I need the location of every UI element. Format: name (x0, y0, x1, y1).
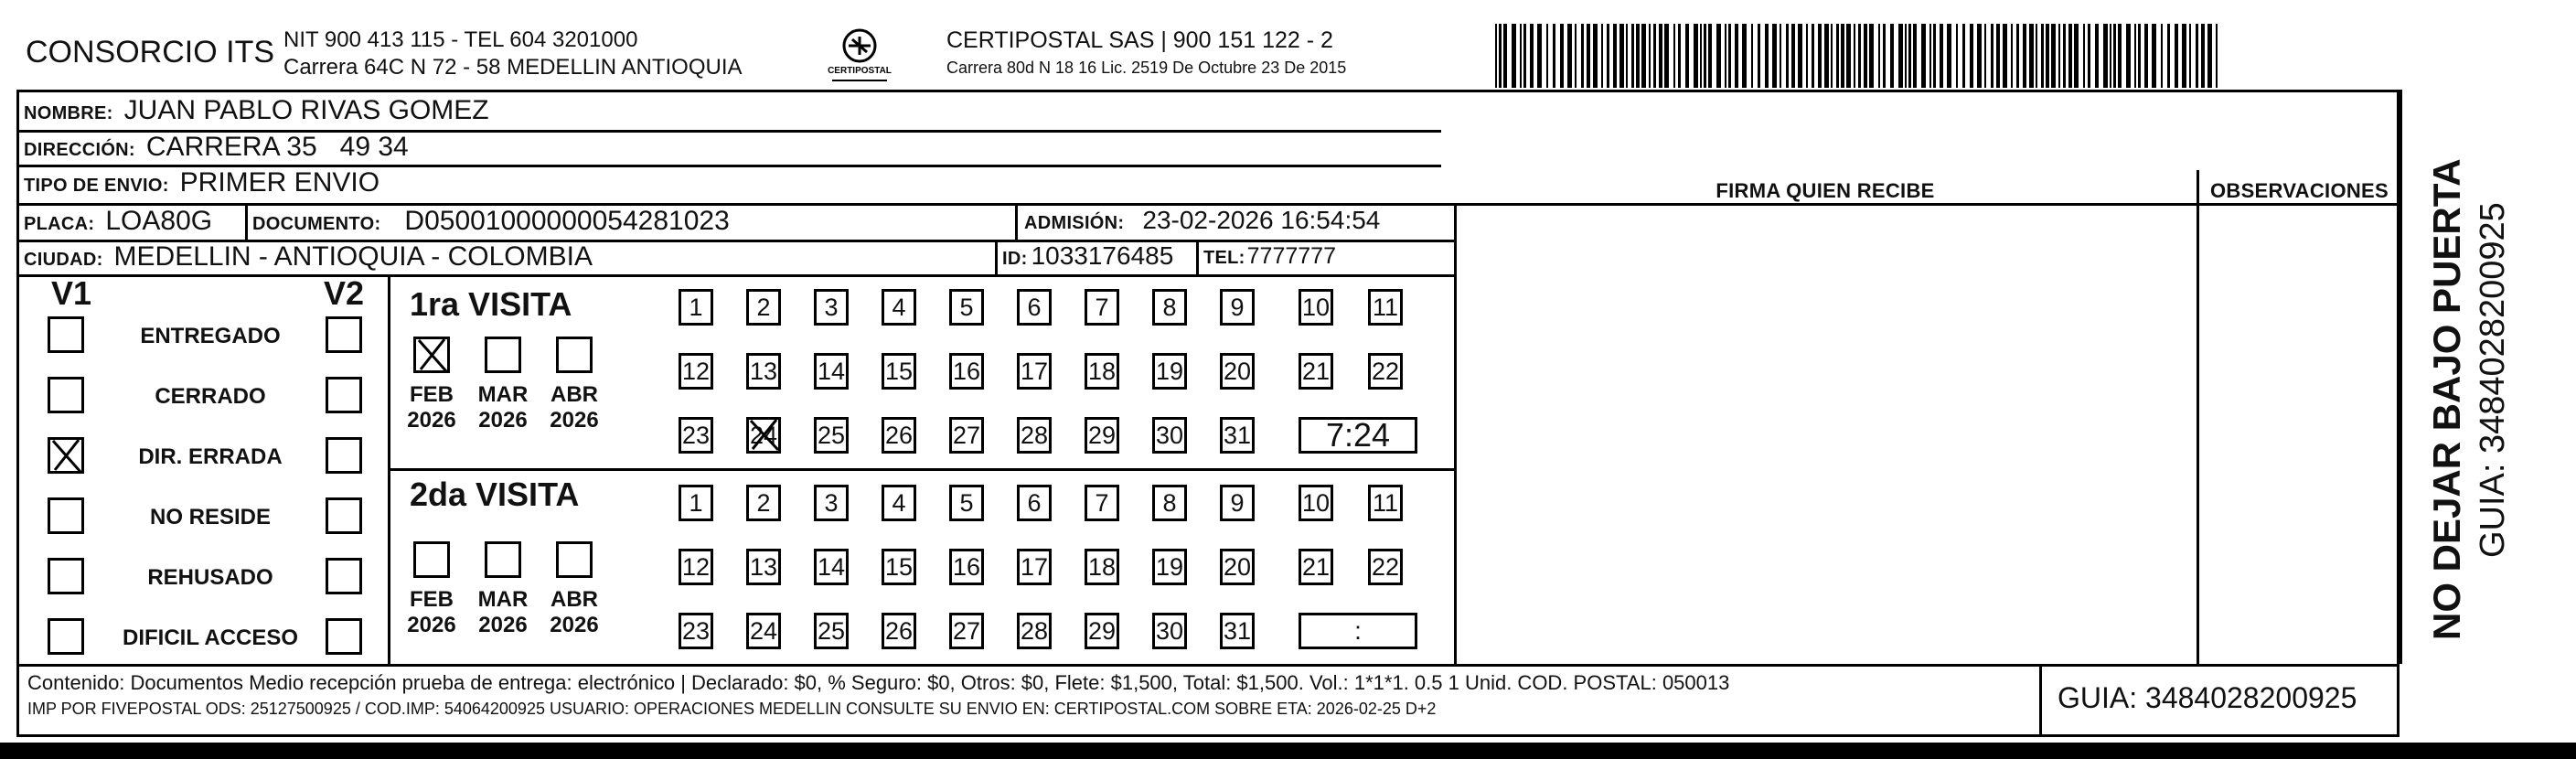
day-number: 1 (689, 293, 703, 321)
no-dejar-warning: NO DEJAR BAJO PUERTA (2425, 158, 2468, 640)
day-cell[interactable] (949, 549, 984, 585)
tipo-label: TIPO DE ENVIO: (24, 176, 169, 196)
day-number: 19 (1155, 552, 1184, 581)
day-number: 23 (681, 616, 711, 645)
day-cell[interactable] (679, 613, 713, 649)
month-name: FEB (410, 382, 454, 407)
day-cell[interactable] (1299, 485, 1333, 521)
day-cell[interactable] (1085, 485, 1119, 521)
day-number: 22 (1371, 357, 1400, 385)
month-checkbox[interactable] (413, 541, 450, 578)
day-cell[interactable] (1017, 613, 1052, 649)
cross-mark-icon (746, 417, 783, 454)
admision-value: 23-02-2026 16:54:54 (1142, 206, 1381, 234)
day-number: 7 (1095, 293, 1109, 321)
day-cell[interactable] (1152, 613, 1187, 649)
day-number: 12 (681, 357, 711, 385)
day-number: 10 (1301, 488, 1331, 517)
company-name: CONSORCIO ITS (26, 35, 275, 69)
certipostal-logo (818, 26, 901, 90)
day-cell[interactable] (882, 549, 916, 585)
status-label: NO RESIDE (149, 505, 272, 529)
tel-row (1203, 243, 1336, 270)
day-cell[interactable] (1085, 613, 1119, 649)
company-address: Carrera 64C N 72 - 58 MEDELLIN ANTIOQUIA (283, 55, 743, 80)
day-cell[interactable] (949, 353, 984, 390)
month-year: 2026 (478, 408, 528, 433)
time-field[interactable] (1299, 613, 1417, 649)
company-nit: NIT 900 413 115 - TEL 604 3201000 (283, 27, 638, 52)
day-cell[interactable] (1220, 417, 1255, 454)
day-cell[interactable] (1152, 353, 1187, 390)
admision-row (1024, 206, 1380, 235)
observaciones-label: OBSERVACIONES (2209, 179, 2389, 202)
v2-checkbox[interactable] (326, 377, 362, 413)
day-number: 22 (1371, 552, 1400, 581)
v1-label: V1 (51, 274, 92, 312)
footer-imp: IMP POR FIVEPOSTAL ODS: 25127500925 / COD.IMP: 54064200925 USUARIO: OPERACIONES MEDELLIN CONSULTE SU ENVIO EN: CERTIPOSTAL.COM SOBRE ETA: 2026-02-25 D+2 (27, 700, 1437, 718)
day-number: 28 (1020, 616, 1049, 645)
day-number: 14 (817, 357, 846, 385)
tipo-value: PRIMER ENVIO (179, 167, 380, 198)
month-name: ABR (550, 587, 598, 612)
day-cell[interactable] (679, 485, 713, 521)
month-year: 2026 (478, 613, 528, 637)
day-cell[interactable] (882, 485, 916, 521)
day-number: 23 (681, 421, 711, 449)
month-checkbox[interactable] (556, 337, 593, 373)
month-year: 2026 (550, 408, 599, 433)
day-cell[interactable] (1368, 485, 1403, 521)
v2-checkbox[interactable] (326, 437, 362, 474)
guia-vertical: GUIA: 3484028200925 (2474, 202, 2512, 558)
day-number: 30 (1155, 421, 1184, 449)
month-year: 2026 (407, 408, 456, 433)
nombre-label: NOMBRE: (24, 103, 113, 123)
svg-text:CERTIPOSTAL: CERTIPOSTAL (828, 66, 892, 76)
day-number: 9 (1230, 488, 1245, 517)
v1-checkbox[interactable] (48, 497, 84, 534)
day-cell[interactable] (1017, 485, 1052, 521)
day-number: 3 (824, 488, 839, 517)
second-visit-label: 2da VISITA (410, 476, 580, 513)
direccion-label: DIRECCIÓN: (24, 140, 135, 160)
day-number: 28 (1020, 421, 1049, 449)
day-cell[interactable] (949, 417, 984, 454)
day-cell[interactable] (1220, 485, 1255, 521)
day-cell[interactable] (882, 353, 916, 390)
v1-checkbox[interactable] (48, 558, 84, 594)
month-checkbox[interactable] (485, 337, 521, 373)
day-number: 10 (1301, 293, 1331, 321)
day-number: 8 (1162, 488, 1177, 517)
day-number: 29 (1087, 616, 1117, 645)
day-number: 20 (1223, 552, 1252, 581)
ciudad-label: CIUDAD: (24, 250, 103, 270)
v2-checkbox[interactable] (326, 497, 362, 534)
day-cell[interactable] (814, 289, 849, 326)
day-number: 4 (892, 488, 906, 517)
day-number: 13 (749, 552, 778, 581)
day-cell[interactable] (746, 549, 781, 585)
day-number: 2 (756, 293, 771, 321)
day-number: 3 (824, 293, 839, 321)
v2-checkbox[interactable] (326, 558, 362, 594)
id-value: 1033176485 (1031, 241, 1174, 270)
day-cell[interactable] (1017, 417, 1052, 454)
month-label (406, 382, 457, 433)
day-cell[interactable] (746, 353, 781, 390)
firma-label: FIRMA QUIEN RECIBE (1716, 179, 1935, 202)
ciudad-row (24, 241, 593, 273)
day-number: 25 (817, 616, 846, 645)
day-number: 15 (884, 357, 914, 385)
carrier-address: Carrera 80d N 18 16 Lic. 2519 De Octubre 23 De 2015 (946, 59, 1347, 77)
month-year: 2026 (407, 613, 456, 637)
direccion-value: CARRERA 35 49 34 (145, 132, 409, 162)
day-cell[interactable] (1368, 549, 1403, 585)
time-field[interactable] (1299, 417, 1417, 454)
day-cell[interactable] (679, 289, 713, 326)
day-number: 5 (959, 293, 974, 321)
status-label: DIR. ERRADA (138, 444, 283, 469)
day-number: 15 (884, 552, 914, 581)
time-value: 7:24 (1325, 416, 1391, 454)
v1-checkbox[interactable] (48, 618, 84, 655)
status-label: REHUSADO (147, 565, 273, 590)
v1-checkbox[interactable] (48, 316, 84, 353)
day-cell[interactable] (949, 289, 984, 326)
id-label: ID: (1002, 249, 1028, 269)
first-visit-label: 1ra VISITA (410, 285, 572, 323)
day-cell[interactable] (1017, 549, 1052, 585)
day-cell[interactable] (814, 485, 849, 521)
day-number: 25 (817, 421, 846, 449)
documento-label: DOCUMENTO: (252, 214, 381, 234)
day-number: 18 (1087, 357, 1117, 385)
day-number: 27 (952, 616, 981, 645)
day-number: 9 (1230, 293, 1245, 321)
v2-checkbox[interactable] (326, 618, 362, 655)
day-cell[interactable] (1017, 289, 1052, 326)
day-number: 26 (884, 421, 914, 449)
barcode (1495, 24, 2218, 88)
v2-label: V2 (324, 274, 365, 312)
day-cell[interactable] (679, 549, 713, 585)
day-number: 27 (952, 421, 981, 449)
placa-row (24, 206, 212, 237)
day-cell[interactable] (1220, 353, 1255, 390)
day-number: 24 (749, 421, 778, 449)
nombre-row (24, 95, 489, 126)
day-number: 6 (1027, 488, 1042, 517)
day-number: 29 (1087, 421, 1117, 449)
month-label (477, 382, 529, 433)
day-number: 11 (1372, 488, 1399, 517)
day-cell[interactable] (746, 613, 781, 649)
v1-checkbox[interactable] (48, 437, 84, 474)
direccion-row (24, 132, 409, 163)
day-cell[interactable] (882, 613, 916, 649)
status-label: CERRADO (155, 384, 266, 409)
day-cell[interactable] (1220, 549, 1255, 585)
day-cell[interactable] (1085, 417, 1119, 454)
placa-label: PLACA: (24, 214, 95, 234)
tel-value: 7777777 (1246, 243, 1336, 269)
day-cell[interactable] (1152, 289, 1187, 326)
day-number: 30 (1155, 616, 1184, 645)
day-number: 31 (1223, 421, 1252, 449)
day-cell[interactable] (949, 485, 984, 521)
day-cell[interactable] (746, 417, 781, 454)
time-value: : (1354, 616, 1362, 645)
day-cell[interactable] (679, 417, 713, 454)
day-cell[interactable] (746, 485, 781, 521)
day-cell[interactable] (882, 417, 916, 454)
ciudad-value: MEDELLIN - ANTIOQUIA - COLOMBIA (113, 241, 593, 272)
day-cell[interactable] (1085, 289, 1119, 326)
day-number: 11 (1372, 293, 1399, 321)
v1-checkbox[interactable] (48, 377, 84, 413)
day-number: 12 (681, 552, 711, 581)
carrier-name: CERTIPOSTAL SAS | 900 151 122 - 2 (946, 27, 1333, 53)
day-cell[interactable] (1017, 353, 1052, 390)
v2-checkbox[interactable] (326, 316, 362, 353)
day-number: 16 (952, 552, 981, 581)
day-number: 26 (884, 616, 914, 645)
day-number: 18 (1087, 552, 1117, 581)
month-year: 2026 (550, 613, 599, 637)
month-name: MAR (477, 587, 529, 612)
status-label: ENTREGADO (140, 324, 281, 348)
day-cell[interactable] (1368, 353, 1403, 390)
tel-label: TEL: (1203, 248, 1245, 268)
day-cell[interactable] (1299, 289, 1333, 326)
month-label (406, 587, 457, 638)
month-label (549, 382, 600, 433)
bottom-edge (0, 743, 2576, 759)
day-number: 1 (689, 488, 703, 517)
month-label (477, 587, 529, 638)
month-name: MAR (477, 382, 529, 407)
placa-value: LOA80G (105, 206, 213, 236)
day-cell[interactable] (679, 353, 713, 390)
day-number: 24 (749, 616, 778, 645)
month-label (549, 587, 600, 638)
day-number: 5 (959, 488, 974, 517)
admision-label: ADMISIÓN: (1024, 213, 1125, 233)
day-cell[interactable] (814, 353, 849, 390)
day-number: 4 (892, 293, 906, 321)
day-number: 2 (756, 488, 771, 517)
tipo-row (24, 167, 379, 198)
day-number: 7 (1095, 488, 1109, 517)
day-cell[interactable] (1220, 289, 1255, 326)
documento-value: D05001000000054281023 (404, 206, 730, 236)
day-cell[interactable] (1299, 549, 1333, 585)
id-row (1002, 241, 1173, 271)
month-name: FEB (410, 587, 454, 612)
day-cell[interactable] (1152, 485, 1187, 521)
day-number: 14 (817, 552, 846, 581)
day-cell[interactable] (1085, 353, 1119, 390)
month-checkbox[interactable] (556, 541, 593, 578)
day-cell[interactable] (949, 613, 984, 649)
day-number: 6 (1027, 293, 1042, 321)
day-cell[interactable] (1220, 613, 1255, 649)
day-cell[interactable] (882, 289, 916, 326)
day-cell[interactable] (814, 613, 849, 649)
day-number: 16 (952, 357, 981, 385)
day-number: 21 (1301, 357, 1331, 385)
day-number: 13 (749, 357, 778, 385)
day-cell[interactable] (746, 289, 781, 326)
day-number: 21 (1301, 552, 1331, 581)
day-number: 31 (1223, 616, 1252, 645)
day-cell[interactable] (814, 417, 849, 454)
day-cell[interactable] (814, 549, 849, 585)
month-checkbox[interactable] (413, 337, 450, 373)
month-checkbox[interactable] (485, 541, 521, 578)
day-number: 8 (1162, 293, 1177, 321)
day-cell[interactable] (1368, 289, 1403, 326)
day-number: 20 (1223, 357, 1252, 385)
day-number: 19 (1155, 357, 1184, 385)
day-cell[interactable] (1152, 417, 1187, 454)
day-cell[interactable] (1085, 549, 1119, 585)
footer-contenido: Contenido: Documentos Medio recepción prueba de entrega: electrónico | Declarado: $0, % Seguro: $0, Otros: $0, Flete: $1,500, Total: $1,500. Vol.: 1*1*1. 0.5 1 Unid. COD. POSTAL: 050013 (27, 671, 1730, 694)
nombre-value: JUAN PABLO RIVAS GOMEZ (123, 95, 489, 125)
documento-row (252, 206, 730, 237)
month-name: ABR (550, 382, 598, 407)
footer-guia: GUIA: 3484028200925 (2058, 681, 2357, 714)
day-cell[interactable] (1152, 549, 1187, 585)
day-number: 17 (1020, 357, 1049, 385)
day-cell[interactable] (1299, 353, 1333, 390)
day-number: 17 (1020, 552, 1049, 581)
status-label: DIFICIL ACCESO (122, 625, 298, 650)
